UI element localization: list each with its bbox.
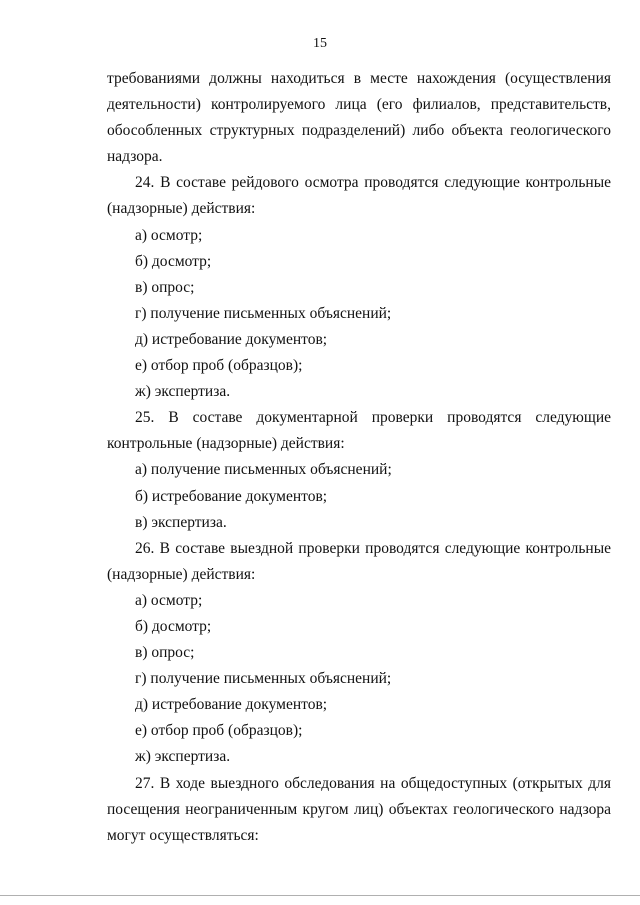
- paragraph-27: 27. В ходе выездного обследования на общедоступных (открытых для посещения неограниченным кругом лиц) объектах геологического надзора могут осуществляться:: [107, 774, 611, 844]
- document-body: [107, 66, 611, 849]
- list-item: б) истребование документов;: [135, 487, 328, 505]
- page-number: 15: [313, 36, 327, 51]
- paragraph-24: 24. В составе рейдового осмотра проводятся следующие контрольные (надзорные) действия:: [107, 174, 611, 218]
- list-item: ж) экспертиза.: [135, 383, 231, 401]
- list-item: а) осмотр;: [135, 591, 203, 609]
- paragraph-26: 26. В составе выездной проверки проводятся следующие контрольные (надзорные) действия:: [107, 539, 611, 583]
- list-item: б) досмотр;: [135, 617, 212, 635]
- paragraph-continuation: требованиями должны находиться в месте нахождения (осуществления деятельности) контролируемого лица (его филиалов, представительств, обособленных структурных подразделений) либо объекта геологического надзора.: [107, 70, 611, 166]
- list-item: а) получение письменных объяснений;: [135, 461, 392, 479]
- list-item: в) опрос;: [135, 278, 195, 296]
- page-bottom-divider: [0, 895, 640, 896]
- list-item: г) получение письменных объяснений;: [135, 304, 392, 322]
- list-item: в) экспертиза.: [135, 513, 227, 531]
- paragraph-25: 25. В составе документарной проверки проводятся следующие контрольные (надзорные) действия:: [107, 409, 611, 453]
- list-item: е) отбор проб (образцов);: [135, 722, 303, 740]
- list-item: г) получение письменных объяснений;: [135, 670, 392, 688]
- list-item: а) осмотр;: [135, 226, 203, 244]
- list-item: е) отбор проб (образцов);: [135, 357, 303, 375]
- list-item: д) истребование документов;: [135, 696, 328, 714]
- list-item: в) опрос;: [135, 644, 195, 662]
- list-item: ж) экспертиза.: [135, 748, 231, 766]
- list-item: д) истребование документов;: [135, 330, 328, 348]
- list-item: б) досмотр;: [135, 252, 212, 270]
